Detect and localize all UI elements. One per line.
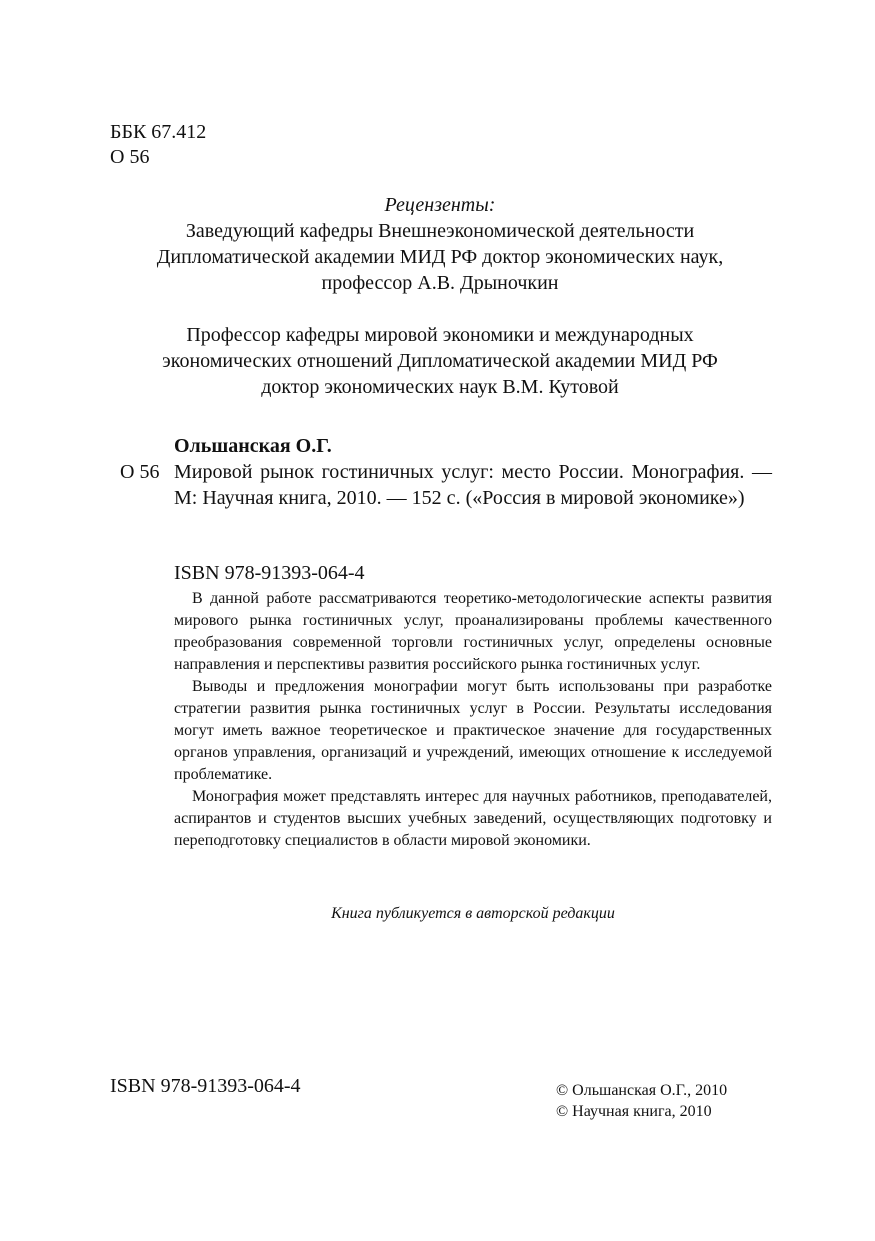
annotation bbox=[174, 588, 772, 852]
edition-note: Книга публикуется в авторской редакции bbox=[331, 905, 615, 922]
reviewer-2-line-1: Профессор кафедры мировой экономики и международных bbox=[186, 324, 694, 346]
bibliographic-author: Ольшанская О.Г. bbox=[174, 435, 332, 457]
reviewer-1-line-2: Дипломатической академии МИД РФ доктор экономических наук, bbox=[156, 246, 724, 268]
reviewer-1-line-1: Заведующий кафедры Внешнеэкономической деятельности bbox=[185, 220, 695, 242]
bibliographic-description: Мировой рынок гостиничных услуг: место России. Монография. — М: Научная книга, 2010. — 152 с. («Россия в мировой экономике») bbox=[174, 461, 772, 509]
annotation-paragraph-2: Выводы и предложения монографии могут быть использованы при разработке стратегии развития рынка гостиничных услуг в России. Результаты исследования могут иметь важное теоретическое и практическое значение для государственных органов управления, организаций и учреждений, имеющих отношение к исследуемой проблематике. bbox=[174, 678, 772, 783]
copyright-block bbox=[556, 1080, 727, 1122]
annotation-paragraph-3: Монография может представлять интерес для научных работников, преподавателей, аспирантов и студентов высших учебных заведений, осуществляющих подготовку и переподготовку специалистов в области мировой экономики. bbox=[174, 788, 772, 849]
reviewers-block bbox=[100, 192, 780, 400]
copyright-author: © Ольшанская О.Г., 2010 bbox=[556, 1082, 728, 1099]
reviewer-2-line-2: экономических отношений Дипломатической академии МИД РФ bbox=[162, 350, 718, 372]
reviewers-spacer bbox=[100, 296, 780, 322]
isbn-footer: ISBN 978-91393-064-4 bbox=[110, 1075, 301, 1097]
reviewers-heading: Рецензенты: bbox=[384, 194, 496, 216]
reviewer-1-line-3: профессор А.В. Дрыночкин bbox=[321, 272, 559, 294]
annotation-paragraph-1: В данной работе рассматриваются теоретико-методологические аспекты развития мирового рынка гостиничных услуг, проанализированы проблемы качественного преобразования современной торговли гостиничных услуг, определены основные направления и перспективы развития российского рынка гостиничных услуг. bbox=[174, 590, 772, 673]
bbk-index: ББК 67.412 bbox=[110, 121, 207, 143]
classification-block bbox=[110, 120, 206, 170]
isbn-main: ISBN 978-91393-064-4 bbox=[174, 562, 365, 584]
copyright-publisher: © Научная книга, 2010 bbox=[556, 1103, 712, 1120]
bibliographic-code: О 56 bbox=[120, 461, 160, 483]
reviewer-2-line-3: доктор экономических наук В.М. Кутовой bbox=[261, 376, 619, 398]
author-mark: О 56 bbox=[110, 146, 150, 168]
